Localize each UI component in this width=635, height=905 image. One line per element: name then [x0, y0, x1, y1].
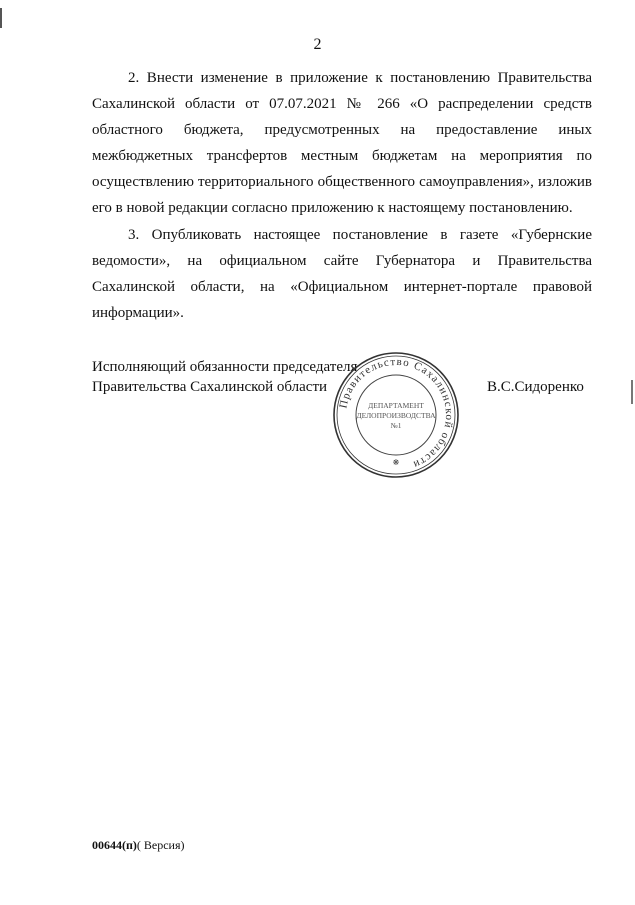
signatory-position-line1: Исполняющий обязанности председателя	[92, 359, 358, 375]
seal-star-icon: ❋	[392, 458, 400, 467]
seal-inner-line1: ДЕПАРТАМЕНТ	[368, 401, 424, 410]
scan-edge-mark-right	[631, 380, 633, 404]
scan-edge-mark	[0, 8, 2, 28]
signatory-name: В.С.Сидоренко	[487, 379, 584, 395]
official-seal	[331, 350, 461, 480]
document-version: ( Версия)	[136, 838, 185, 852]
signatory-position	[92, 357, 357, 397]
page-number: 2	[313, 36, 322, 53]
paragraph-2: 2. Внести изменение в приложение к постановлению Правительства Сахалинской области от 07.07.2021 № 266 «О распределении средств областного бюджета, предусмотренных на предоставление иных межбюджетных трансфертов местным бюджетам на мероприятия по осуществлению территориального общественного самоуправления», изложив его в новой редакции согласно приложению к настоящему постановлению.	[92, 70, 592, 216]
seal-inner-line2: ДЕЛОПРОИЗВОДСТВА	[356, 411, 436, 420]
paragraph-3: 3. Опубликовать настоящее постановление в газете «Губернские ведомости», на официальном сайте Губернатора и Правительства Сахалинской области, на «Официальном интернет-портале правовой информации».	[92, 227, 592, 321]
seal-inner-line3: №1	[390, 421, 402, 430]
signatory-position-line2: Правительства Сахалинской области	[92, 379, 328, 395]
document-code	[92, 838, 185, 853]
document-code-number: 00644(п)	[92, 838, 137, 852]
seal-outer-text: Правительство Сахалинской области	[337, 355, 456, 471]
